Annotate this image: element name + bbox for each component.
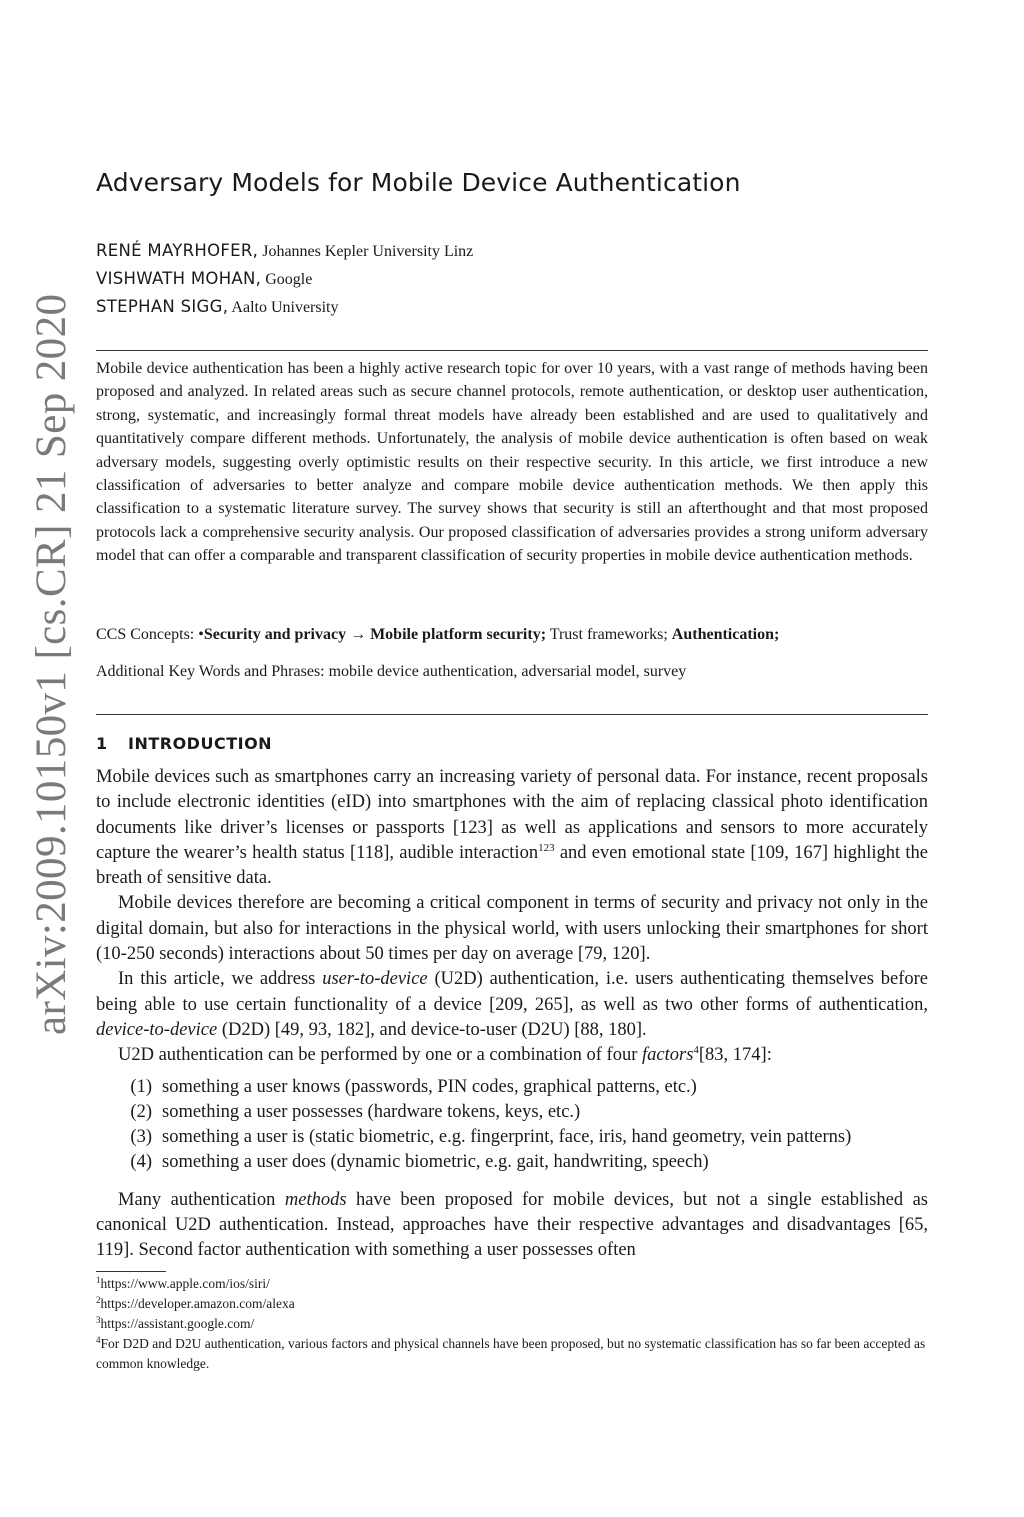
footnote bbox=[96, 1294, 928, 1314]
list-number: (1) bbox=[130, 1076, 152, 1097]
list-text: something a user knows (passwords, PIN codes, graphical patterns, etc.) bbox=[162, 1076, 697, 1097]
list-number: (3) bbox=[130, 1127, 152, 1148]
author-name: STEPHAN SIGG, bbox=[96, 297, 229, 316]
keywords: Additional Key Words and Phrases: mobile device authentication, adversarial model, survey bbox=[96, 663, 687, 680]
author-entry bbox=[96, 296, 339, 319]
paragraph-text: Mobile devices such as smartphones carry an increasing variety of personal data. For instance, recent proposals to include electronic identities (eID) into smartphones with the aim of replacing classical photo identification documents like driver’s licenses or passports [123] as well as applications and sensors to more accurately capture the wearer’s health status [118], audible interaction bbox=[96, 767, 928, 863]
section-title: INTRODUCTION bbox=[128, 734, 273, 753]
section-number: 1 bbox=[96, 734, 108, 753]
abstract-bottom-rule bbox=[96, 714, 928, 715]
abstract: Mobile device authentication has been a highly active research topic for over 10 years, with a vast range of methods having been proposed and analyzed. In related areas such as secure channel protocols, remote authentication, or desktop user authentication, strong, systematic, and increasingly formal threat models have already been established and are used to qualitatively and quantitatively compare different methods. Unfortunately, the analysis of mobile device authentication is often based on weak adversary models, suggesting overly optimistic results on their respective security. In this article, we first introduce a new classification of adversaries to better analyze and compare mobile device authentication methods. We then apply this classification to a systematic literature survey. The survey shows that security is still an afterthought and that most proposed protocols lack a comprehensive security analysis. Our proposed classification of adversaries provides a strong uniform adversary model that can offer a comparable and transparent classification of security properties in mobile device authentication methods. bbox=[96, 360, 928, 565]
footnote bbox=[96, 1274, 928, 1294]
paragraph-text: [83, 174]: bbox=[698, 1045, 772, 1066]
footnote bbox=[96, 1334, 928, 1374]
list-text: something a user does (dynamic biometric, e.g. gait, handwriting, speech) bbox=[162, 1152, 709, 1173]
arxiv-identifier: arXiv:2009.10150v1 [cs.CR] 21 Sep 2020 bbox=[28, 293, 75, 1035]
paragraph-text: Many authentication bbox=[118, 1189, 285, 1210]
ccs-arrow: → bbox=[346, 626, 371, 643]
ccs-label: CCS Concepts: bbox=[96, 626, 199, 643]
paragraph bbox=[96, 1043, 928, 1068]
ccs-concept-2: Mobile platform security; bbox=[370, 626, 547, 643]
footnote-marker: 4 bbox=[693, 1044, 699, 1057]
paragraph-text: (U2D) authentication, i.e. users authenticating themselves before being able to use certain functionality of a device [209, 265], as well as two other forms of authentication, bbox=[96, 969, 928, 1015]
paragraph-text: (D2D) [49, 93, 182], and device-to-user (D2U) [88, 180]. bbox=[217, 1019, 647, 1040]
paragraph-text: In this article, we address bbox=[118, 969, 323, 990]
author-name: VISHWATH MOHAN, bbox=[96, 269, 262, 288]
footnote-text: For D2D and D2U authentication, various factors and physical channels have been proposed, but no systematic classification has so far been accepted as common knowledge. bbox=[96, 1336, 926, 1371]
paragraph-text: and even emotional state [109, 167] highlight the breath of sensitive data. bbox=[96, 842, 928, 889]
footnote-text: https://assistant.google.com/ bbox=[100, 1316, 255, 1331]
footnote-mark: 3 bbox=[96, 1315, 101, 1325]
footnote-mark: 1 bbox=[96, 1275, 101, 1285]
list-text: something a user possesses (hardware tokens, keys, etc.) bbox=[162, 1101, 581, 1122]
paragraph bbox=[96, 967, 928, 1043]
author-affiliation: Google bbox=[265, 271, 313, 288]
paper-title: Adversary Models for Mobile Device Authentication bbox=[96, 168, 741, 197]
paragraph bbox=[96, 1188, 928, 1264]
author-affiliation: Aalto University bbox=[231, 299, 339, 316]
footnote-text: https://developer.amazon.com/alexa bbox=[100, 1296, 295, 1311]
footnotes bbox=[96, 1274, 928, 1374]
section-heading bbox=[96, 734, 272, 753]
author-affiliation: Johannes Kepler University Linz bbox=[262, 243, 474, 260]
emphasis: factors bbox=[642, 1045, 694, 1066]
ccs-bullet: • bbox=[198, 626, 204, 643]
ccs-concept-3: Trust frameworks; bbox=[546, 626, 672, 643]
factor-list bbox=[96, 1075, 928, 1176]
ccs-concept-4: Authentication; bbox=[671, 626, 780, 643]
body-text bbox=[96, 765, 928, 1264]
author-name: RENÉ MAYRHOFER, bbox=[96, 241, 259, 260]
abstract-top-rule bbox=[96, 350, 928, 351]
author-entry bbox=[96, 268, 312, 291]
list-item bbox=[96, 1125, 928, 1150]
emphasis: user-to-device bbox=[322, 969, 428, 990]
author-entry bbox=[96, 240, 473, 263]
list-number: (4) bbox=[130, 1152, 152, 1173]
list-item bbox=[96, 1100, 928, 1125]
ccs-concepts bbox=[96, 624, 936, 646]
paragraph bbox=[96, 765, 928, 891]
paragraph-text: U2D authentication can be performed by one or a combination of four bbox=[118, 1045, 642, 1066]
footnote-rule bbox=[96, 1271, 166, 1272]
list-item bbox=[96, 1075, 928, 1100]
footnote-mark: 4 bbox=[96, 1335, 101, 1345]
list-number: (2) bbox=[130, 1101, 152, 1122]
footnote bbox=[96, 1314, 928, 1334]
paragraph-text: have been proposed for mobile devices, but not a single established as canonical U2D authentication. Instead, approaches have their respective advantages and disadvantages [65, 119]. Second factor authentication with something a user possesses often bbox=[96, 1189, 928, 1261]
footnote-mark: 2 bbox=[96, 1295, 101, 1305]
paragraph: Mobile devices therefore are becoming a critical component in terms of security and privacy not only in the digital domain, but also for interactions in the physical world, with users unlocking their smartphones for short (10-250 seconds) interactions about 50 times per day on average [79, 120]. bbox=[96, 893, 928, 965]
list-text: something a user is (static biometric, e.g. fingerprint, face, iris, hand geometry, vein patterns) bbox=[162, 1127, 852, 1148]
footnote-text: https://www.apple.com/ios/siri/ bbox=[100, 1276, 270, 1291]
list-item bbox=[96, 1150, 928, 1175]
footnote-marker: 123 bbox=[538, 841, 555, 854]
emphasis: methods bbox=[284, 1189, 347, 1210]
ccs-concept-1: Security and privacy bbox=[203, 626, 347, 643]
emphasis: device-to-device bbox=[96, 1019, 218, 1040]
